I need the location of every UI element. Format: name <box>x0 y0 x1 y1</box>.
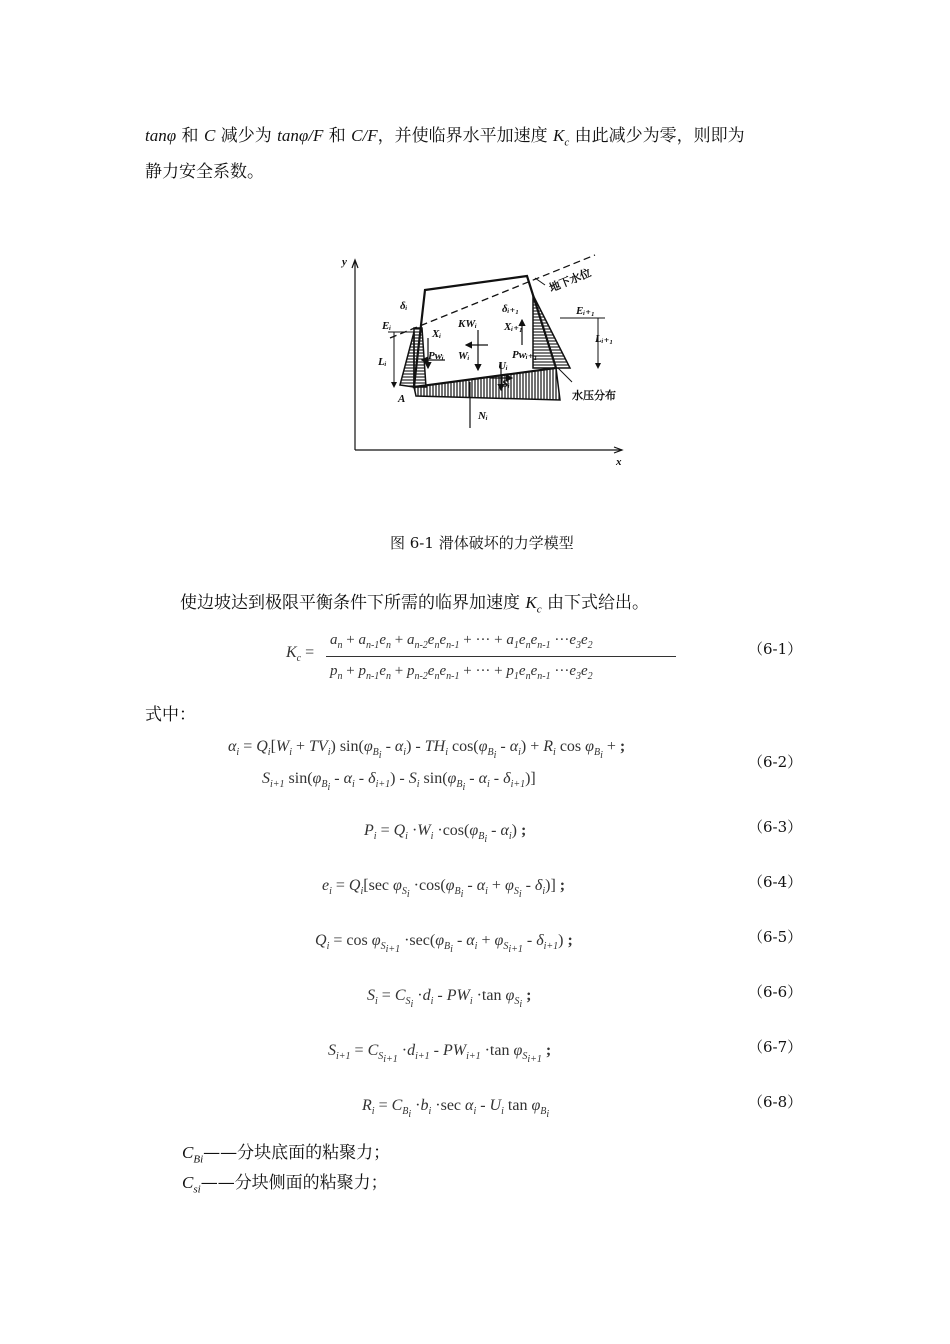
kc-symbol: K <box>525 593 537 612</box>
delta-i-label: δᵢ <box>400 300 408 312</box>
equation-number-6-1: （6-1） <box>748 640 803 658</box>
intro-line-2: 静力安全系数。 <box>145 162 264 183</box>
equation-number-6-8: （6-8） <box>748 1093 803 1111</box>
intro-paragraph <box>145 121 825 187</box>
equation-6-6: $S_i = C_{S_i} \cdot d_i - PW_i \cdot\tan$ $\varphi_{S_i}$ ; <box>367 987 532 1011</box>
intro-line-1 <box>145 121 825 157</box>
intro-text: 和 <box>176 126 204 146</box>
equation-number-6-7: （6-7） <box>748 1038 803 1056</box>
tan-phi-text: tanφ <box>145 126 177 145</box>
delta-i1-label: δᵢ₊₁ <box>502 303 520 315</box>
slide-model-diagram <box>330 250 630 475</box>
groundwater-leader <box>535 278 545 285</box>
right-water-triangle <box>533 295 570 368</box>
intro-text: ，并使临界水平加速度 <box>377 126 554 146</box>
definition-csi <box>182 1168 388 1204</box>
equation-6-3: $P_i = Q_i \cdot W_i \cdot\cos(\varphi_{B_i} - \alpha_i)$ ; <box>364 822 527 846</box>
water-pressure-leader <box>558 368 572 382</box>
e-i-label: Eᵢ <box>382 320 392 332</box>
equation-number-6-6: （6-6） <box>748 983 803 1001</box>
groundwater-label: 地下水位 <box>547 266 594 295</box>
where-label: 式中： <box>145 705 196 725</box>
kc-sentence-text: 由下式给出。 <box>541 593 650 613</box>
equation-6-2-line1: $\alpha_i = Q_i[W_i + TV_i)$ $\sin(\varphi_{B_i} - \alpha_i) - TH_i$ $\cos(\varphi_{B_i} - \alpha_i) + R_i$ $\cos \varphi_{B_i}$ + ; <box>228 738 626 762</box>
kc-symbol: K <box>553 126 565 145</box>
equation-6-1-numerator: $a_n + a_{n-1}e_n + a_{n-2}e_ne_{n-1}$ + ··· + $a_1e_ne_{n-1} \cdot\cdot\cdot e_3e_2$ <box>330 632 593 651</box>
definition-subscript: Bi <box>193 1153 204 1166</box>
x-axis-label: x <box>616 456 622 468</box>
figure-caption: 图 6-1 滑体破坏的力学模型 <box>390 534 574 552</box>
point-a-label: A <box>398 393 406 405</box>
x-i-label: Xᵢ <box>432 328 442 340</box>
kc-subscript: c <box>564 136 570 149</box>
fraction-bar <box>326 656 676 657</box>
intro-text: 和 <box>323 126 352 146</box>
intro-text: 减少为 <box>215 126 278 146</box>
equation-6-2-line2: $S_{i+1}$ $\sin(\varphi_{B_i} - \alpha_i - \delta_{i+1}) - S_i$ $\sin(\varphi_{B_i} - \alpha_i - \delta_{i+1})$] <box>262 770 536 794</box>
figure-6-1 <box>330 250 630 475</box>
l-i1-label: Lᵢ₊₁ <box>595 333 614 345</box>
left-side-pressure <box>414 328 426 387</box>
definition-symbol: C <box>182 1143 194 1162</box>
u-i-label: Uᵢ <box>498 360 508 372</box>
left-water-triangle <box>400 332 414 387</box>
y-axis-label: y <box>342 256 347 268</box>
equation-6-1-lhs: $K_c$ = <box>286 644 315 665</box>
kc-symbol: K <box>286 644 297 661</box>
definition-text: ——分块侧面的粘聚力； <box>200 1173 388 1193</box>
kc-subscript: c <box>296 653 302 665</box>
pw-i1-label: Pwᵢ₊₁ <box>512 349 538 361</box>
cohesion-symbol: C <box>203 126 216 145</box>
e-i1-label: Eᵢ₊₁ <box>576 305 595 317</box>
n-i-label: Nᵢ <box>478 410 488 422</box>
definition-text: ——分块底面的粘聚力； <box>203 1143 391 1163</box>
kc-sentence-text: 使边坡达到极限平衡条件下所需的临界加速度 <box>180 593 526 613</box>
kw-i-label: KWᵢ <box>458 318 477 330</box>
s-i-label: Sᵢ <box>502 378 510 390</box>
equation-6-8: $R_i = C_{B_i} \cdot b_i \cdot\sec$ $\alpha_i - U_i$ $\tan \varphi_{B_i}$ <box>362 1097 550 1121</box>
tan-phi-over-f: tanφ/F <box>277 126 324 145</box>
kc-subscript: c <box>536 603 542 616</box>
equation-number-6-2: （6-2） <box>748 753 803 771</box>
kc-sentence <box>180 588 649 624</box>
water-pressure-label: 水压分布 <box>572 389 616 402</box>
pw-i-label: Pwᵢ <box>428 350 444 362</box>
equation-number-6-3: （6-3） <box>748 818 803 836</box>
definition-symbol: C <box>182 1173 194 1192</box>
w-i-label: Wᵢ <box>458 350 470 362</box>
equation-6-1-denominator: $p_n + p_{n-1}e_n + p_{n-2}e_ne_{n-1}$ + ··· + $p_1e_ne_{n-1} \cdot\cdot\cdot e_3e_2$ <box>330 663 593 682</box>
equation-number-6-5: （6-5） <box>748 928 803 946</box>
intro-text: 由此减少为零，则即为 <box>569 126 745 146</box>
l-i-label: Lᵢ <box>378 356 387 368</box>
x-i1-label: Xᵢ₊₁ <box>504 321 523 333</box>
c-over-f: C/F <box>351 126 378 145</box>
base-water-pressure <box>414 368 560 400</box>
groundwater-line <box>390 255 595 338</box>
definition-subscript: si <box>193 1183 201 1196</box>
equation-6-4: $e_i = Q_i[\sec$ $\varphi_{S_i} \cdot\cos(\varphi_{B_i} - \alpha_i + \varphi_{S_i} - \delta_i)$] ; <box>322 877 566 901</box>
equation-number-6-4: （6-4） <box>748 873 803 891</box>
equation-6-7: $S_{i+1} = C_{S_{i+1}} \cdot d_{i+1} - PW_{i+1} \cdot\tan$ $\varphi_{S_{i+1}}$ ; <box>328 1042 552 1066</box>
equation-6-5: $Q_i = \cos \varphi_{S_{i+1}} \cdot\sec(\varphi_{B_i} - \alpha_i + \varphi_{S_{i+1}} - \delta_{i+1})$ ; <box>315 932 573 956</box>
